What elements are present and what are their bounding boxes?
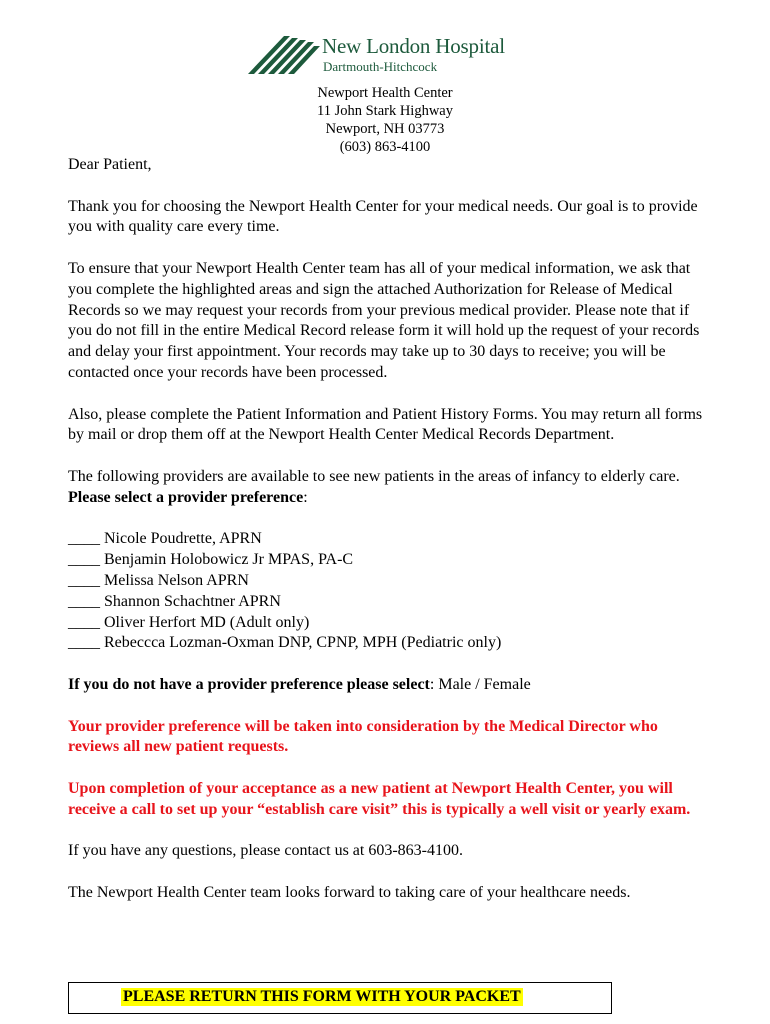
provider-name: Oliver Herfort MD (Adult only) [104, 613, 310, 631]
provider-name: Shannon Schachtner APRN [104, 592, 281, 610]
address-phone: (603) 863-4100 [339, 139, 431, 155]
selection-blank[interactable]: ____ [68, 551, 100, 569]
selection-blank[interactable]: ____ [68, 571, 100, 589]
paragraph-closing: The Newport Health Center team looks forward to taking care of your healthcare needs. [68, 883, 631, 901]
selection-blank[interactable]: ____ [68, 592, 100, 610]
providers-colon: : [303, 488, 308, 506]
return-notice-box [68, 982, 612, 1014]
letter-body [68, 155, 708, 904]
notice-establish-care: Upon completion of your acceptance as a new patient at Newport Health Center, you will receive a call to set up your “establish care visit” this is typically a well visit or yearly exam. [68, 779, 691, 818]
address-block [250, 84, 520, 156]
provider-option[interactable] [68, 529, 708, 550]
gender-preference-prompt: If you do not have a provider preference please select [68, 675, 430, 693]
logo-subtitle: Dartmouth-Hitchcock [323, 59, 438, 74]
gender-preference [68, 675, 708, 696]
provider-option[interactable] [68, 571, 708, 592]
provider-option[interactable] [68, 550, 708, 571]
address-line: Newport, NH 03773 [325, 121, 445, 137]
address-line: 11 John Stark Highway [317, 103, 453, 119]
notice-medical-director: Your provider preference will be taken into consideration by the Medical Director who reviews all new patient requests. [68, 717, 658, 756]
paragraph-records: To ensure that your Newport Health Center team has all of your medical information, we ask that you complete the highlighted areas and sign the attached Authorization for Release of Medical Records so we may request your records from your previous medical provider. Please note that if you do not fill in the entire Medical Record release form it will hold up the request of your records and delay your first appointment. Your records may take up to 30 days to receive; you will be contacted once your records have been processed. [68, 259, 700, 381]
provider-name: Nicole Poudrette, APRN [104, 530, 262, 548]
provider-name: Benjamin Holobowicz Jr MPAS, PA-C [104, 551, 354, 569]
selection-blank[interactable]: ____ [68, 634, 100, 652]
paragraph-forms: Also, please complete the Patient Information and Patient History Forms. You may return all forms by mail or drop them off at the Newport Health Center Medical Records Department. [68, 405, 703, 444]
salutation: Dear Patient, [68, 156, 152, 173]
return-notice-text: PLEASE RETURN THIS FORM WITH YOUR PACKET [123, 988, 521, 1005]
provider-option[interactable] [68, 633, 708, 654]
hospital-logo [248, 34, 528, 76]
provider-list [68, 529, 708, 654]
provider-preference-prompt: Please select a provider preference [68, 488, 304, 506]
selection-blank[interactable]: ____ [68, 613, 100, 631]
paragraph-intro: Thank you for choosing the Newport Health Center for your medical needs. Our goal is to provide you with quality care every time. [68, 197, 698, 236]
logo-title: New London Hospital [322, 34, 505, 58]
gender-options[interactable]: : Male / Female [429, 675, 531, 693]
selection-blank[interactable]: ____ [68, 530, 100, 548]
paragraph-providers [68, 467, 708, 509]
provider-name: Rebeccca Lozman-Oxman DNP, CPNP, MPH (Pediatric only) [104, 634, 502, 652]
provider-option[interactable] [68, 613, 708, 634]
logo-stripes-icon [248, 34, 320, 76]
providers-lead: The following providers are available to see new patients in the areas of infancy to elderly care. [68, 467, 680, 485]
address-line: Newport Health Center [317, 85, 453, 101]
provider-option[interactable] [68, 592, 708, 613]
paragraph-questions: If you have any questions, please contact us at 603-863-4100. [68, 842, 464, 860]
provider-name: Melissa Nelson APRN [104, 571, 249, 589]
